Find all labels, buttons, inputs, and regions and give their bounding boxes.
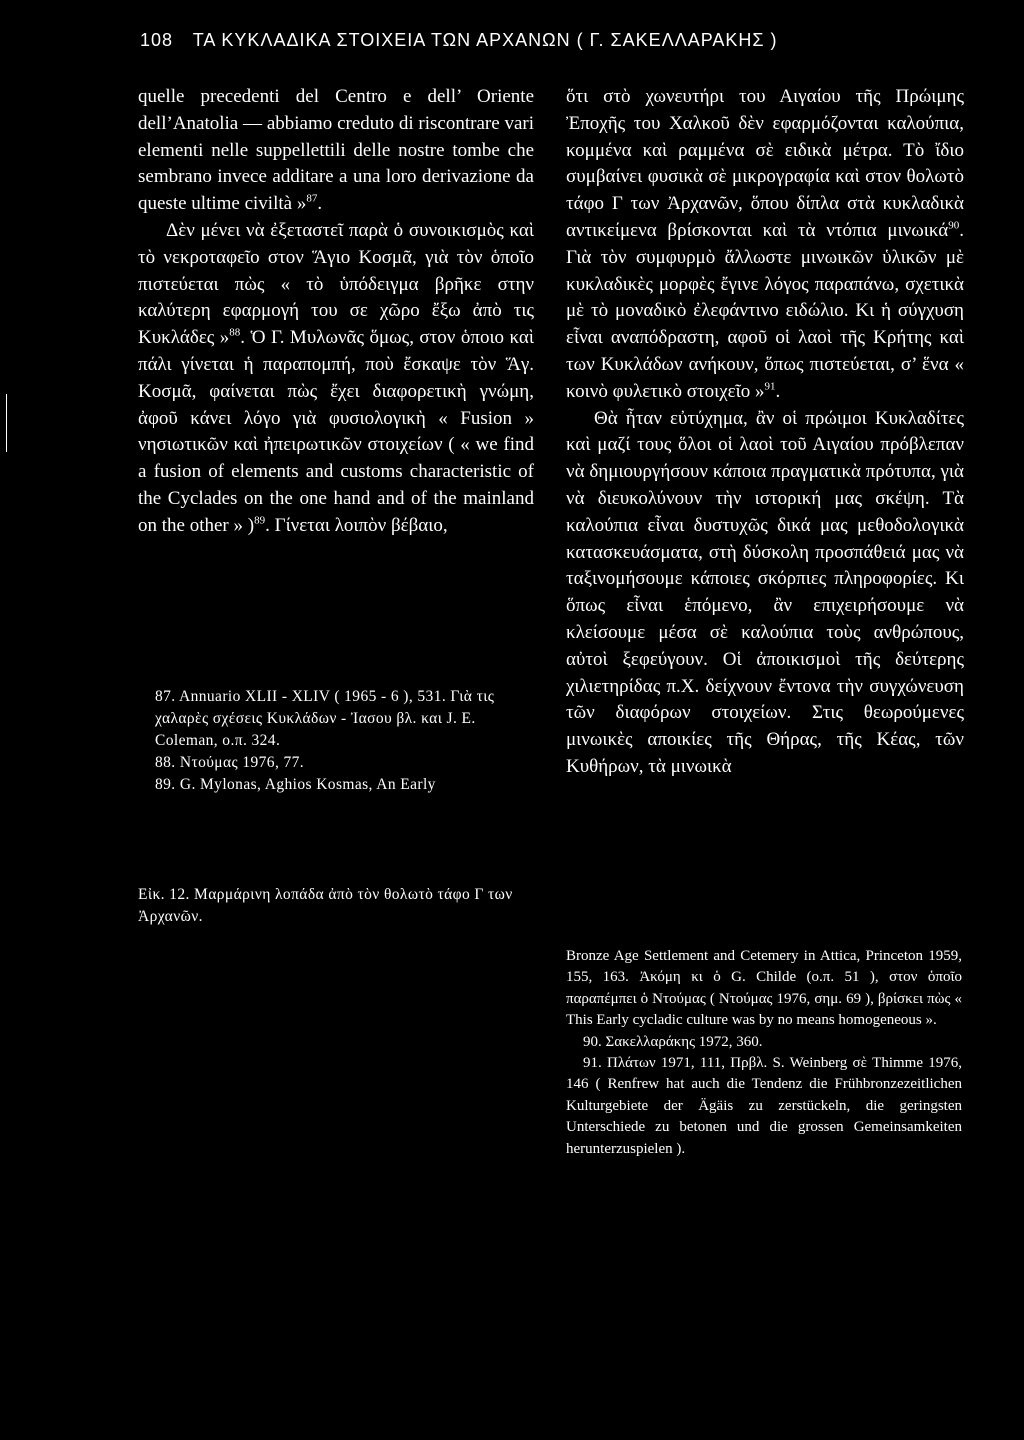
left-p2-end: . Γίνεται λοιπὸν βέβαιο, xyxy=(265,514,448,536)
footnote-ref-89[interactable]: 89 xyxy=(254,514,266,527)
footnote-ref-87[interactable]: 87 xyxy=(306,192,318,205)
footnote-89: 89. G. Mylonas, Aghios Kosmas, An Early xyxy=(155,776,436,793)
page-number: 108 xyxy=(140,30,174,50)
footnote-87: 87. Annuario XLII - XLIV ( 1965 - 6 ), 531. Γιὰ τις χαλαρὲς σχέσεις Κυκλάδων - Ἰασου βλ. και J. E. Coleman, ο.π. 324. xyxy=(155,688,495,749)
right-p1-text-b: . Γιὰ τὸν συμφυρμὸ ἄλλωστε μινωικῶν ὑλικῶν μὲ κυκλαδικὲς μορφὲς ἔγινε λόγος παραπάνω, σχετικὰ μὲ τὸ μοναδικὸ ἐλεφάντινο ειδώλιο. Κι ἡ σύγχυση εἶναι αναπόδραστη, αφοῦ οἱ λαοὶ τῆς Κρήτης καὶ των Κυκλάδων ανήκουν, ὅπως πιστεύεται, σ’ ἕνα « κοινὸ φυλετικὸ στοιχεῖο » xyxy=(566,219,964,402)
right-p1-end: . xyxy=(775,380,781,402)
running-header xyxy=(140,30,900,51)
footnote-ref-91[interactable]: 91 xyxy=(764,380,776,393)
right-main-column xyxy=(566,84,964,781)
footnote-89-continued: Bronze Age Settlement and Cetemery in Attica, Princeton 1959, 155, 163. Ἀκόμη κι ὁ G. Childe (ο.π. 51 ), στον ὁποῖο παραπέμπει ὁ Ντούμας ( Ντούμας 1976, σημ. 69 ), βρίσκει πὼς « This Early cycladic culture was by no means homogeneous ». xyxy=(566,948,962,1029)
figure-caption: Εἰκ. 12. Μαρμάρινη λοπάδα ἀπὸ τὸν θολωτὸ τάφο Γ των Ἀρχανῶν. xyxy=(138,886,513,925)
footnote-ref-88[interactable]: 88 xyxy=(229,326,241,339)
left-p2-text: Δὲν μένει νὰ ἐξεταστεῖ παρὰ ὁ συνοικισμὸς καὶ τὸ νεκροταφεῖο στον Ἅγιο Κοσμᾶ, γιὰ τὸν ὁποῖο πιστεύεται πὼς « τὸ ὑπόδειγμα βρῆκε στην καλύτερη εφαρμογή του σε χῶρο ἔξω ἀπὸ τις Κυκλάδες » xyxy=(138,219,534,349)
right-paragraph-1 xyxy=(566,84,964,406)
left-paragraph-1 xyxy=(138,84,534,218)
left-footnotes xyxy=(138,686,534,796)
left-p2-after: . Ὁ Γ. Μυλωνᾶς ὅμως, στον ὁποιο καὶ πάλι γίνεται ἡ παραπομπή, ποὺ ἔσκαψε τὸν Ἅγ. Κοσμᾶ, φαίνεται πὼς ἔχει διαφορετικὴ γνώμη, ἀφοῦ κάνει λόγο γιὰ φυσιολογικὴ « Fusion » νησιωτικῶν καὶ ἠπειρωτικῶν στοιχείων ( « we find a fusion of elements and customs characteristic of the Cyclades on the one hand and of the mainland on the other » ) xyxy=(138,327,534,536)
left-paragraph-2 xyxy=(138,218,534,540)
left-p1-text: quelle precedenti del Centro e dell’ Oriente dell’Anatolia — abbiamo creduto di riscontrare vari elementi nelle suppellettili delle nostre tombe che sembrano invece additare a una loro derivazione da queste ultime civiltà » xyxy=(138,86,534,215)
footnote-91: 91. Πλάτων 1971, 111, Πρβλ. S. Weinberg σὲ Thimme 1976, 146 ( Renfrew hat auch die Tendenz die Frühbronzezeitlichen Kulturgebiete der Ägäis zu zerstückeln, die geringsten Unterschiede zu betonen und die grossen Gemeinsamkeiten herunterzuspielen ). xyxy=(566,1055,962,1157)
running-title: ΤΑ ΚΥΚΛΑΔΙΚΑ ΣΤΟΙΧΕΙΑ ΤΩΝ ΑΡΧΑΝΩΝ ( Γ. ΣΑΚΕΛΛΑΡΑΚΗΣ ) xyxy=(192,30,778,50)
footnote-90: 90. Σακελλαράκης 1972, 360. xyxy=(583,1033,763,1050)
right-paragraph-2: Θὰ ἦταν εὐτύχημα, ἂν οἱ πρώιμοι Κυκλαδίτες καὶ μαζί τους ὅλοι οἱ λαοὶ τοῦ Αιγαίου πρόβλεπαν νὰ δημιουργήσουν κάποια πραγματικὰ πρότυπα, γιὰ νὰ διευκολύνουν τὴν ιστορική μας σκέψη. Τὰ καλούπια εἶναι δυστυχῶς δικά μας μεθοδολογικὰ κατασκευάσματα, στὴ δύσκολη προσπάθειά μας νὰ ταξινομήσουμε κάποιες σκόρπιες πληροφορίες. Κι ὅπως εἶναι ἑπόμενο, ἂν επιχειρήσουμε νὰ κλείσουμε μέσα σὲ καλούπια τοὺς ανθρώπους, αὐτοὶ ξεφεύγουν. Οἱ ἀποικισμοὶ τῆς δεύτερης χιλιετηρίδας π.Χ. δείχνουν ἔντονα τὴν συγχώνευση τῶν διαφόρων στοιχείων. Στις θεωρούμενες μινωικὲς αποικίες τῆς Θήρας, τῆς Κέας, τῶν Κυθήρων, τὰ μινωικὰ xyxy=(566,407,964,777)
margin-rule xyxy=(6,394,7,452)
footnote-88: 88. Ντούμας 1976, 77. xyxy=(155,754,305,771)
footnote-ref-90[interactable]: 90 xyxy=(948,219,960,232)
left-p1-end: . xyxy=(317,193,323,215)
right-p1-text-a: ὅτι στὸ χωνευτήρι του Αιγαίου τῆς Πρώιμης Ἐποχῆς του Χαλκοῦ δὲν εφαρμόζονται καλούπια, κομμένα καὶ ραμμένα σὲ ειδικὰ μέτρα. Τὸ ἴδιο συμβαίνει φυσικὰ σὲ μικρογραφία καὶ στον θολωτὸ τάφο Γ των Ἀρχανῶν, ὅπου δίπλα στὰ κυκλαδικὰ αντικείμενα βρίσκονται καὶ τὰ ντόπια μινωικά xyxy=(566,86,964,241)
left-main-column xyxy=(138,84,534,540)
right-footnotes xyxy=(566,946,962,1160)
